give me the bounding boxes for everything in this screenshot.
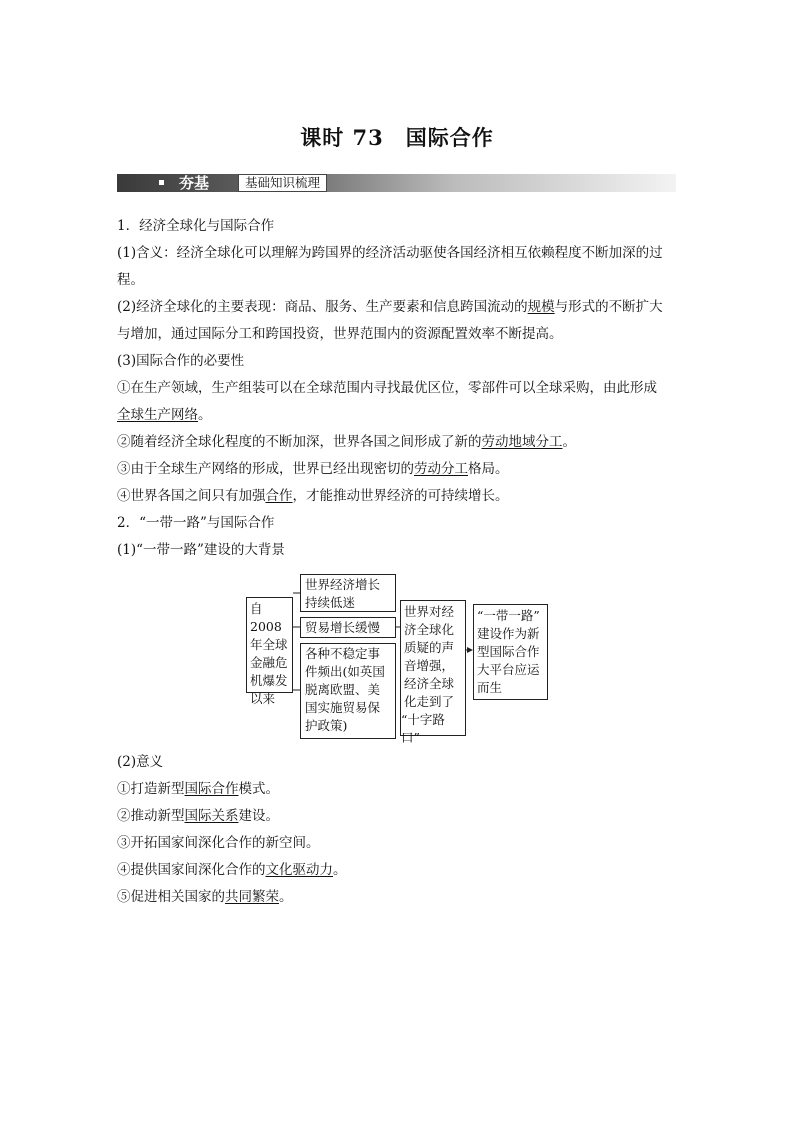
- underlined-answer: 全球生产网络: [117, 407, 198, 423]
- diagram-text: 世界经济增长: [305, 577, 381, 592]
- diagram-text: 质疑的声: [404, 640, 455, 655]
- diagram-text: 大平台应运: [477, 662, 540, 677]
- diagram-text: 护政策): [305, 718, 348, 733]
- diagram-text: “十字路口”: [401, 712, 445, 745]
- diagram-text: 建设作为新: [477, 626, 540, 641]
- text: ②推动新型: [117, 808, 185, 824]
- para-1-line-2: 程。: [117, 272, 144, 288]
- underlined-answer: 文化驱动力: [265, 862, 333, 878]
- text: 格局。: [468, 461, 509, 477]
- diagram-text: 贸易增长缓慢: [305, 620, 381, 635]
- text: ②随着经济全球化程度的不断加深，世界各国之间形成了新的: [117, 434, 482, 450]
- diagram-text: 各种不稳定事: [305, 646, 381, 661]
- text: 。: [562, 434, 576, 450]
- section-2-heading: 2．“一带一路”与国际合作: [117, 515, 275, 531]
- text: ④提供国家间深化合作的: [117, 862, 266, 878]
- text: ③由于全球生产网络的形成，世界已经出现密切的: [117, 461, 414, 477]
- diagram-text: 型国际合作: [477, 644, 540, 659]
- section-2-sub-2: (2)意义: [117, 754, 164, 770]
- underlined-answer: 劳动分工: [414, 461, 468, 477]
- para-1-line-1: (1)含义：经济全球化可以理解为跨国界的经济活动驱使各国经济相互依赖程度不断加深的过: [117, 245, 663, 261]
- page-title: 课时 73 国际合作: [300, 125, 494, 150]
- text: 。: [198, 407, 212, 423]
- para-2-line-2: 与增加，通过国际分工和跨国投资，世界范围内的资源配置效率不断提高。: [117, 326, 563, 342]
- diagram-text: 年全球: [250, 637, 288, 652]
- banner-main-label: 夯基: [179, 174, 210, 192]
- text: ①打造新型: [117, 781, 185, 797]
- diagram-text: 机爆发: [250, 673, 288, 688]
- underlined-answer: 劳动地域分工: [481, 434, 563, 450]
- meaning-2: [117, 806, 279, 826]
- text: ⑤促进相关国家的: [117, 889, 225, 905]
- diagram-text: 经济全球: [404, 676, 455, 691]
- underlined-answer: 共同繁荣: [225, 889, 279, 905]
- meaning-3: ③开拓国家间深化合作的新空间。: [117, 835, 320, 851]
- underlined-answer: 规模: [527, 299, 555, 315]
- diagram-text: 世界对经: [404, 604, 455, 619]
- diagram-text: 持续低迷: [305, 595, 356, 610]
- meaning-5: [117, 887, 293, 907]
- text: 建设。: [238, 808, 279, 824]
- meaning-4: [117, 860, 347, 880]
- diagram-text: 以来: [250, 691, 276, 706]
- text: 与形式的不断扩大: [554, 299, 663, 315]
- para-3a-line-1: ①在生产领域，生产组装可以在全球范围内寻找最优区位，零部件可以全球采购，由此形成: [117, 380, 657, 396]
- underlined-answer: 国际合作: [184, 781, 239, 797]
- underlined-answer: 国际关系: [184, 808, 239, 824]
- section-2-sub-1: (1)“一带一路”建设的大背景: [117, 542, 285, 558]
- banner-sub-label: 基础知识梳理: [238, 174, 327, 192]
- text: (2)经济全球化的主要表现：商品、服务、生产要素和信息跨国流动的: [117, 299, 528, 315]
- arrow-head-icon: [467, 647, 473, 653]
- underlined-answer: 合作: [265, 488, 293, 504]
- diagram-text: 济全球化: [404, 622, 455, 637]
- text: ④世界各国之间只有加强: [117, 488, 266, 504]
- diagram-text: 金融危: [250, 655, 288, 670]
- diagram-text: 而生: [477, 680, 503, 695]
- diagram-text: 脱离欧盟、美: [305, 682, 381, 697]
- diagram-text: 音增强，: [404, 658, 455, 673]
- section-1-heading: 1．经济全球化与国际合作: [117, 218, 275, 234]
- text: ，才能推动世界经济的可持续增长。: [292, 488, 509, 504]
- text: 模式。: [238, 781, 279, 797]
- meaning-1: [117, 779, 279, 799]
- text: 。: [333, 862, 347, 878]
- text: 。: [279, 889, 293, 905]
- para-3-heading: (3)国际合作的必要性: [117, 353, 245, 369]
- diagram-text: 件频出(如英国: [305, 664, 385, 679]
- diagram-text: “一带一路”: [477, 608, 540, 623]
- diagram-text: 化走到了: [404, 694, 455, 709]
- diagram-text: 自2008: [250, 601, 282, 634]
- diagram-text: 国实施贸易保: [305, 700, 381, 715]
